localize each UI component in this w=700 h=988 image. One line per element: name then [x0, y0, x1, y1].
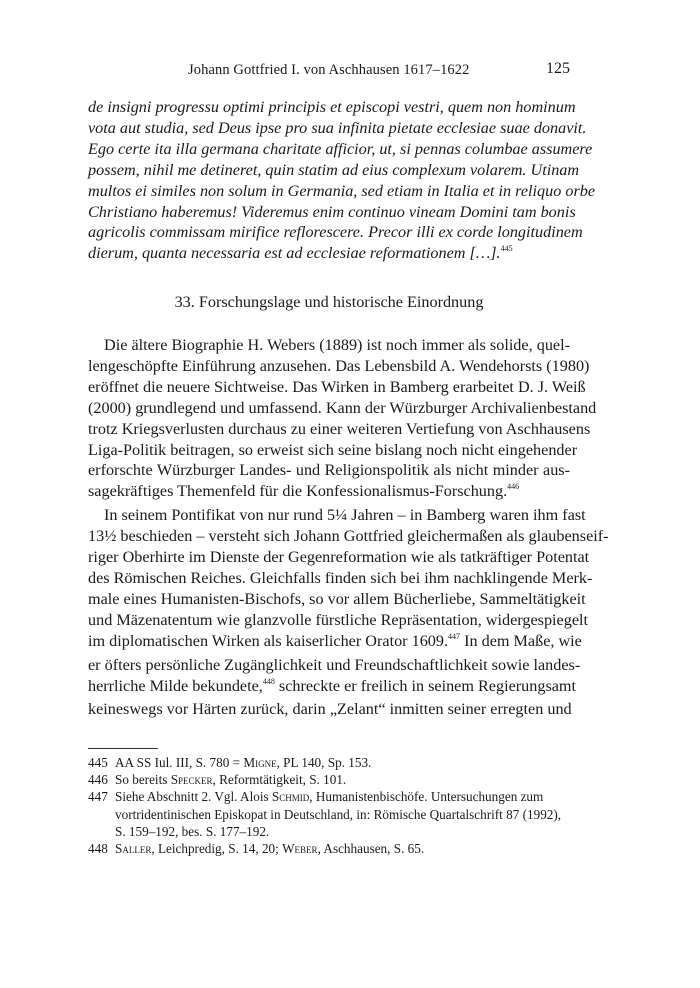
latin-line — [88, 243, 570, 267]
footnote-text: , PL 140, Sp. 153. — [276, 755, 372, 770]
latin-line: vota aut studia, sed Deus ipse pro sua infinita pietate ecclesiae suae donavit. — [88, 118, 587, 137]
paragraph-2-line: und Mäzenatentum wie glanzvolle fürstliche Repräsentation, widergespiegelt — [88, 610, 589, 629]
paragraph-2-line: des Römischen Reiches. Gleichfalls finden sich bei ihm nachklingende Merk- — [88, 568, 593, 587]
footnote-text: AA SS Iul. III, S. 780 = — [115, 755, 244, 770]
latin-line-text: dierum, quanta necessaria est ad ecclesiae reformationem […]. — [88, 244, 501, 263]
paragraph-2-text: In dem Maße, wie — [460, 631, 582, 650]
footnote-number: 446 — [88, 772, 108, 788]
body-text — [88, 335, 609, 720]
paragraph-2-text: im diplomatischen Wirken als kaiserlicher Orator 1609. — [88, 631, 449, 650]
paragraph-2-line: 13½ beschieden – versteht sich Johann Gottfried gleichermaßen als glaubenseif- — [88, 527, 609, 546]
footnote-ref-447[interactable]: 447 — [448, 631, 461, 641]
paragraph-2-text: herrliche Milde bekundete, — [88, 676, 263, 695]
paragraph-1-line: Liga-Politik beitragen, so erweist sich seine bislang noch nicht eingehender — [88, 440, 578, 459]
footnote-text: Siehe Abschnitt 2. Vgl. Alois — [115, 789, 272, 805]
footnote-text: , Humanistenbischöfe. Untersuchungen zum vortridentinischen Episkopat in Deutschland, in: Römische Quartalschrift 87 (1992), S. 159–192, bes. S. 177–192. — [115, 789, 562, 839]
running-title: Johann Gottfried I. von Aschhausen 1617–1622 — [188, 62, 470, 78]
footnote-ref-445[interactable]: 445 — [500, 244, 513, 254]
footnote-ref-448[interactable]: 448 — [262, 676, 275, 686]
latin-line: Christiano haberemus! Videremus enim continuo vineam Domini tam bonis — [88, 202, 576, 221]
paragraph-1-line: erforschte Würzburger Landes- und Religionspolitik als nicht minder aus- — [88, 461, 570, 480]
paragraph-2-line: male eines Humanisten-Bischofs, so vor allem Bücherliebe, Sammeltätigkeit — [88, 589, 586, 608]
latin-line: Ego certe ita illa germana charitate afficior, ut, si pennas columbae assumere — [88, 139, 593, 158]
latin-line: de insigni progressu optimi principis et episcopi vestri, quem non hominum — [88, 98, 576, 116]
latin-line: agricolis commissam mirifice reflorescere. Precor illi ex corde longitudinem — [88, 223, 583, 242]
author-name: Weber — [282, 841, 318, 857]
paragraph-2-line: keineswegs vor Härten zurück, darin „Zelant“ inmitten seiner erregten und — [88, 700, 572, 719]
footnotes — [88, 754, 570, 857]
paragraph-2-line — [88, 631, 582, 655]
footnote-text: , Reformtätigkeit, S. 101. — [212, 772, 347, 788]
footnote-divider — [88, 748, 158, 749]
footnote-447 — [88, 788, 570, 840]
paragraph-2-line: riger Oberhirte im Dienste der Gegenreformation wie als tatkräftiger Potentat — [88, 548, 590, 567]
paragraph-1-line: eröffnet die neuere Sichtweise. Das Wirken in Bamberg erarbeitet D. J. Weiß — [88, 377, 586, 396]
footnote-text: So bereits — [115, 772, 171, 788]
latin-line: possem, nihil me detineret, quin statim ad eius complexum volarem. Utinam — [88, 160, 580, 179]
latin-quotation — [88, 97, 596, 267]
page-number: 125 — [546, 60, 570, 77]
footnote-446 — [88, 771, 570, 788]
footnote-text: , Aschhausen, S. 65. — [317, 841, 425, 857]
author-name: Specker — [170, 772, 213, 788]
footnote-445 — [88, 754, 570, 771]
footnote-number: 448 — [88, 841, 108, 857]
paragraph-2-line — [88, 676, 577, 700]
author-name: Saller — [115, 841, 152, 857]
footnote-448 — [88, 840, 570, 857]
paragraph-2-text: schreckte er freilich in seinem Regierungsamt — [274, 676, 577, 695]
paragraph-1-line: trotz Kriegsverlusten durchaus zu einer weiteren Vertiefung von Aschhausens — [88, 419, 591, 438]
running-header — [88, 60, 570, 84]
paragraph-1-line: lengeschöpfte Einführung anzusehen. Das Lebensbild A. Wendehorsts (1980) — [88, 356, 590, 375]
footnote-ref-446[interactable]: 446 — [507, 482, 520, 492]
paragraph-1-line: (2000) grundlegend und umfassend. Kann der Würzburger Archivalienbestand — [88, 398, 597, 417]
author-name: Migne — [243, 755, 277, 770]
author-name: Schmid — [271, 789, 310, 805]
latin-line: multos ei similes non solum in Germania, sed etiam in Italia et in reliquo orbe — [88, 181, 596, 200]
footnote-number: 445 — [88, 755, 108, 770]
paragraph-1-text: sagekräftiges Themenfeld für die Konfessionalismus-Forschung. — [88, 482, 508, 501]
paragraph-2-line: er öfters persönliche Zugänglichkeit und Freundschaftlichkeit sowie landes- — [88, 655, 581, 674]
paragraph-1-line: Die ältere Biographie H. Webers (1889) ist noch immer als solide, quel- — [104, 336, 570, 354]
footnote-number: 447 — [88, 789, 108, 805]
paragraph-1-line — [88, 481, 570, 505]
paragraph-2-line: In seinem Pontifikat von nur rund 5¼ Jahren – in Bamberg waren ihm fast — [104, 506, 586, 525]
section-title: 33. Forschungslage und historische Einordnung — [174, 293, 484, 311]
footnote-text: , Leichpredig, S. 14, 20; — [151, 841, 283, 857]
